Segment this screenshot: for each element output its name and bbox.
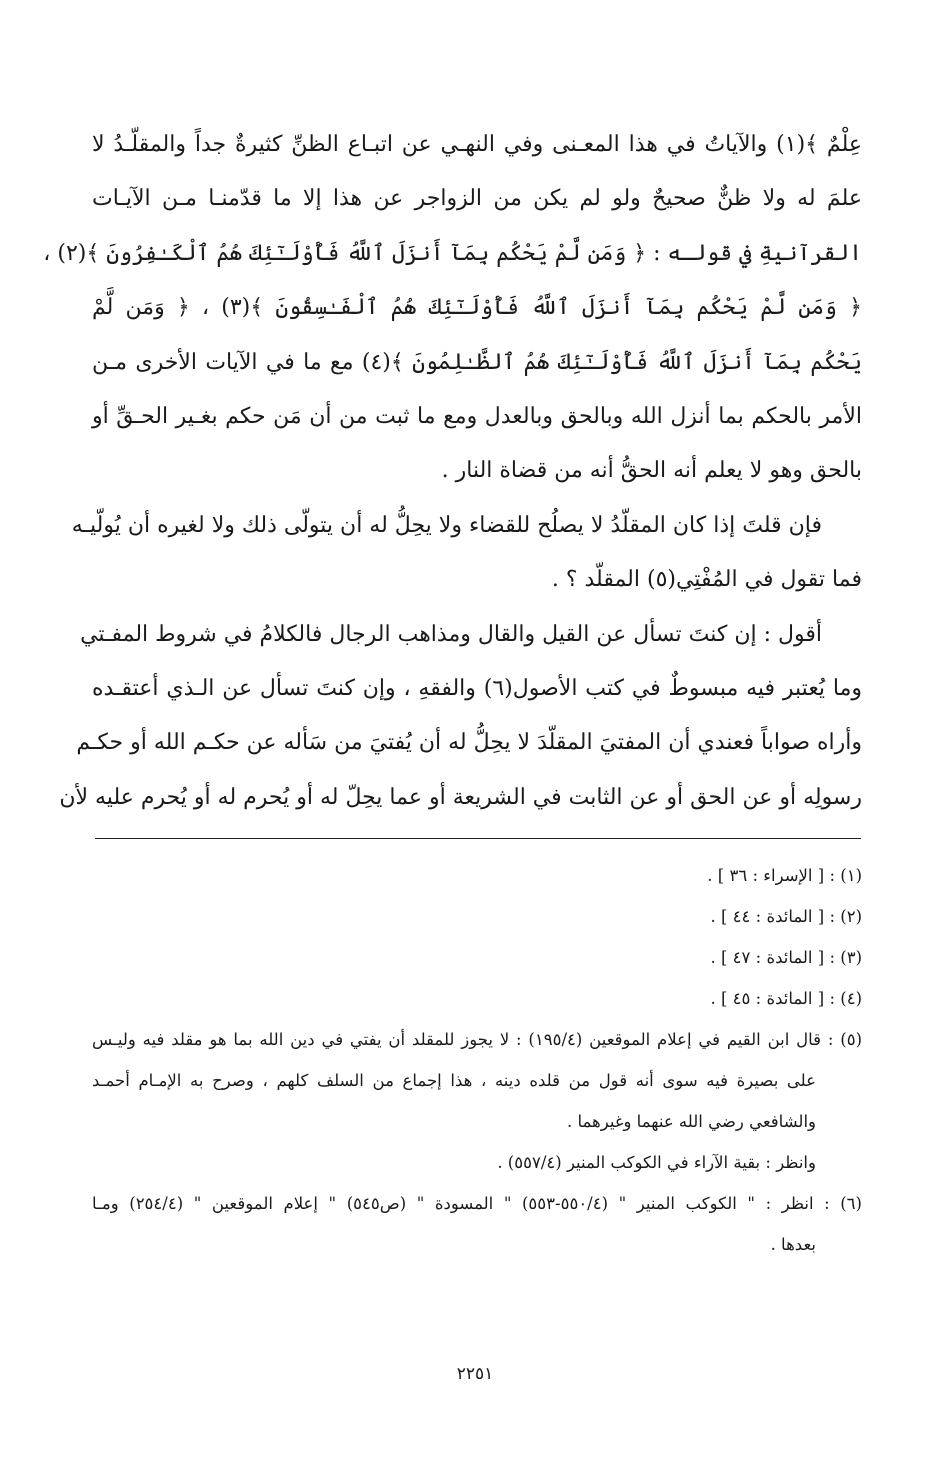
footnote: (٤) : [ المائدة : ٤٥ ] .: [710, 989, 862, 1008]
footnote: (٥) : قال ابن القيم في إعلام الموقعين (١٩٥/٤) : لا يجوز للمقلد أن يفتي في دين الله بما هو مقلد فيه وليـس: [92, 1030, 862, 1049]
page-number: ٢٢٥١: [456, 1364, 494, 1384]
footnote-separator: [95, 838, 861, 839]
footnotes: [92, 855, 862, 1265]
text-line: القرآنيةِ في قولـه : ﴿ وَمَن لَّمْ يَحْكُم بِمَآ أَنزَلَ ٱللَّهُ فَأُوْلَـٰٓئِكَ هُمُ ٱلْكَـٰفِرُونَ ﴾(٢) ،: [43, 240, 862, 266]
text-line: فما تقول في المُفْتِي(٥) المقلّد ؟ .: [551, 567, 862, 593]
text-line: يَحْكُم بِمَآ أَنزَلَ ٱللَّهُ فَأُوْلَـٰٓئِكَ هُمُ ٱلظَّـٰلِمُونَ ﴾(٤) مع ما في الآيات الأخرى مـن: [92, 349, 862, 375]
footnote: (٣) : [ المائدة : ٤٧ ] .: [710, 948, 862, 967]
text-line: وأراه صواباً فعندي أن المفتيَ المقلّدَ لا يحِلُّ له أن يُفتيَ من سَأله عن حكـم الله أو حكـم: [76, 730, 862, 756]
main-text: [43, 118, 863, 825]
text-line: الأمر بالحكم بما أنزل الله وبالحق وبالعدل ومع ما ثبت من أن مَن حكم بغـير الحـقِّ أو: [92, 403, 862, 429]
text-line: ﴿ وَمَن لَّمْ يَحْكُم بِمَآ أَنزَلَ ٱللَّهُ فَأُوْلَـٰٓئِكَ هُمُ ٱلْفَـٰسِقُونَ ﴾(٣) ، ﴿ وَمَن لَّمْ: [92, 295, 863, 321]
footnote-continuation: على بصيرة فيه سوى أنه قول من قلده دينه ، هذا إجماع من السلف كلهم ، وصرح به الإمـام أحمـد: [92, 1071, 816, 1090]
footnote-continuation: والشافعي رضي الله عنهما وغيرهما .: [567, 1112, 816, 1131]
footnote: (١) : [ الإسراء : ٣٦ ] .: [707, 866, 862, 885]
footnote-continuation: وانظر : بقية الآراء في الكوكب المنير (٥٥٧/٤) .: [497, 1153, 816, 1172]
text-line: وما يُعتبر فيه مبسوطٌ في كتب الأصول(٦) والفقهِ ، وإن كنتَ تسأل عن الـذي أعتقـده: [92, 675, 863, 701]
footnote: (٢) : [ المائدة : ٤٤ ] .: [710, 907, 862, 926]
footnote-continuation: بعدها .: [770, 1235, 816, 1254]
text-line: رسولِه أو عن الحق أو عن الثابت في الشريعة أو عما يحِلّ له أو يُحرم له أو يُحرم عليه لأن: [59, 784, 862, 810]
text-line: بالحق وهو لا يعلم أنه الحقُّ أنه من قضاة النار .: [441, 458, 862, 484]
text-line: علمَ له ولا ظنٌّ صحيحٌ ولو لم يكن من الزواجر عن هذا إلا ما قدّمنـا مـن الآيـات: [92, 186, 862, 212]
text-line: أقول : إن كنتَ تسأل عن القيل والقال ومذاهب الرجال فالكلامُ في شروط المفـتي: [80, 621, 822, 647]
text-line: عِلْمٌ ﴾(١) والآياتُ في هذا المعـنى وفي النهـي عن اتبـاع الظنِّ كثيرةٌ جداً والمقلّـدُ لا: [92, 132, 862, 157]
footnote: (٦) : انظر : " الكوكب المنير " (٥٥٠/٤-٥٥٣) " المسودة " (ص٥٤٥) " إعلام الموقعين " (٢٥٤/٤) ومـا: [92, 1194, 862, 1213]
text-line: فإن قلتَ إذا كان المقلّدُ لا يصلُح للقضاء ولا يحِلُّ له أن يتولّى ذلك ولا لغيره أن يُولّيـه: [71, 512, 822, 538]
